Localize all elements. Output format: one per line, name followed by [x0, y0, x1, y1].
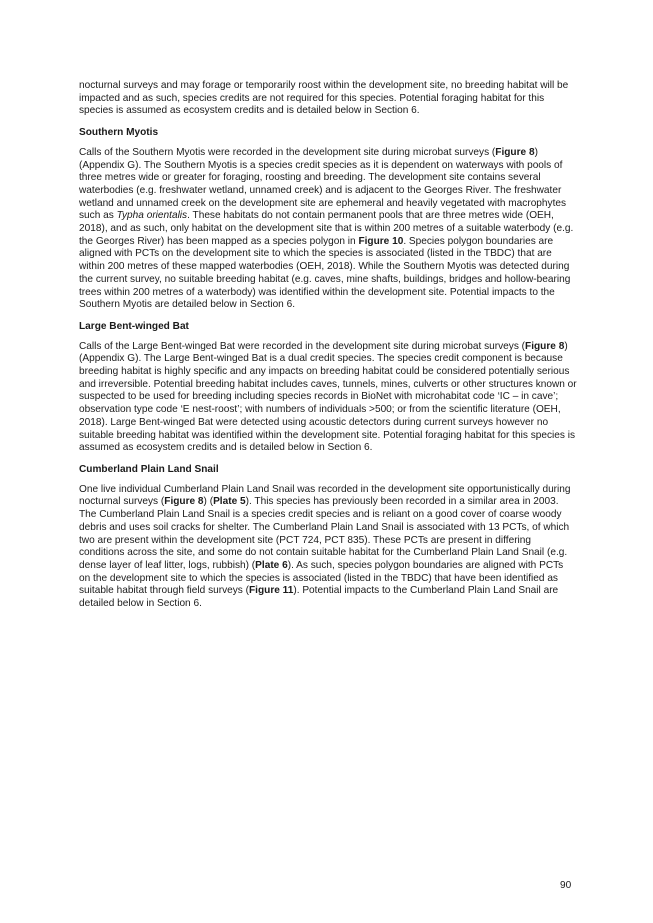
heading-southern-myotis: Southern Myotis	[79, 127, 159, 139]
figure-reference: Figure 8	[495, 146, 535, 158]
large-bent-winged-bat-paragraph	[79, 341, 577, 455]
southern-myotis-paragraph	[79, 147, 577, 312]
text-run: ). Potential impacts to the Cumberland Plain Land Snail are detailed below in Section 6.	[79, 585, 559, 610]
heading-cumberland-plain-land-snail: Cumberland Plain Land Snail	[79, 463, 219, 475]
text-run: . Species polygon boundaries are aligned with PCTs on the development site to which the species is associated (listed in the TBDC) that are within 200 metres of these mapped waterbodies (OEH, 2018). While the Southern Myotis was detected during the current survey, no suitable breeding habitat (e.g. caves, mine shafts, buildings, bridges and hollow-bearing trees within 200 metres of a waterbody) was identified within the development site. Potential impacts to the Southern Myotis are detailed below in Section 6.	[79, 235, 571, 311]
text-run: . These habitats do not contain permanent pools that are three metres wide (OEH, 2018), and as such, only habitat on the development site that is within 200 metres of a suitable waterbody (e.g. the Georges River) has been mapped as a species polygon in	[79, 210, 574, 247]
text-run: ) (Appendix G). The Large Bent-winged Bat is a dual credit species. The species credit component is because breeding habitat is highly specific and any impacts on breeding habitat could be considered potentially serious and irreversible. Potential breeding habitat includes caves, tunnels, mines, culverts or other structures known or suspected to be used for breeding including species records in BioNet with microhabitat code ‘IC – in cave’; observation type code ‘E nest-roost’; with numbers of individuals >500; or from the scientific literature (OEH, 2018). Large Bent-winged Bat were detected using acoustic detectors during current surveys however no suitable breeding habitat was identified within the development site. Potential foraging habitat for this species is assumed as ecosystem credits and is detailed below in Section 6.	[79, 340, 577, 454]
text-run: ) (Appendix G). The Southern Myotis is a species credit species as it is dependent on waterways with pools of three metres wide or greater for foraging, roosting and breeding. The development site contains several waterbodies (e.g. freshwater wetland, unnamed creek) and is adjacent to the Georges River. The freshwater wetland and unnamed creek on the development site are ephemeral and heavily vegetated with macrophytes such as	[79, 146, 567, 222]
figure-reference: Figure 11	[249, 585, 294, 597]
text-run: ). This species has previously been recorded in a similar area in 2003. The Cumberland Plain Land Snail is a species credit species and is reliant on a good cover of coarse woody debris and uses soil cracks for shelter. The Cumberland Plain Land Snail is associated with 13 PCTs, of which two are present within the development site (PCT 724, PCT 835). These PCTs are present in differing conditions across the site, and some do not contain suitable habitat for the Cumberland Plain Land Snail (e.g. dense layer of leaf litter, logs, rubbish) (	[79, 496, 570, 571]
text-run: Calls of the Southern Myotis were recorded in the development site during microbat surveys (	[79, 146, 496, 158]
figure-reference: Figure 8	[164, 496, 204, 508]
plate-reference: Plate 5	[213, 496, 246, 508]
figure-reference: Figure 10	[358, 235, 404, 247]
intro-paragraph	[79, 80, 577, 118]
text-run: ). As such, species polygon boundaries are aligned with PCTs on the development site to which the species is associated (listed in the TBDC) that have been identified as suitable habitat through field surveys (	[79, 559, 564, 597]
text-run: Calls of the Large Bent-winged Bat were recorded in the development site during microbat surveys (	[79, 340, 526, 352]
text-run: ) (	[203, 496, 214, 508]
document-body	[79, 80, 577, 620]
species-name-italic: Typha orientalis	[116, 210, 188, 222]
plate-reference: Plate 6	[255, 559, 288, 571]
page-number: 90	[560, 880, 572, 891]
figure-reference: Figure 8	[525, 340, 565, 352]
intro-text: nocturnal surveys and may forage or temporarily roost within the development site, no breeding habitat will be impacted and as such, species credits are not required for this species. Potential foraging habitat for this species is assumed as ecosystem credits and is detailed below in Section 6.	[79, 80, 569, 117]
text-run: One live individual Cumberland Plain Land Snail was recorded in the development site opportunistically during nocturnal surveys (	[79, 483, 571, 508]
heading-large-bent-winged-bat: Large Bent-winged Bat	[79, 320, 189, 332]
cumberland-snail-paragraph	[79, 484, 577, 611]
